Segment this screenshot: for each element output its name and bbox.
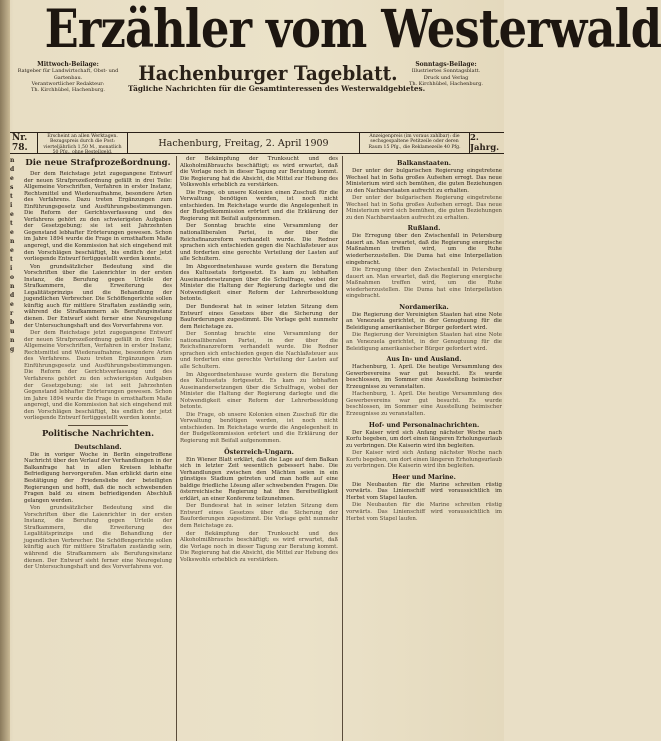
editor-label: Verantwortlicher Redakteur: — [31, 80, 105, 87]
article-paragraph: Der Sonntag brachte eine Versammlung der nationalliberalen Partei, in der über die Reichsfinanzreform verhandelt wurde. Die Redner sprachen sich entschieden gegen die Nachlaßsteuer aus und forderten eine gerechte Verteilung der Lasten auf alle Schultern. — [180, 331, 338, 370]
section-headline: Politische Nachrichten. — [41, 428, 155, 439]
article-paragraph: der Bekämpfung der Trunksucht und des Alkoholmißbrauchs beschäftigt; es wird erwartet, daß die Vorlage noch in dieser Tagung zur Beratung kommt. Die Regierung hat die Absicht, die Mittel zur Hebung des Volkswohls erheblich zu verstärken. — [180, 156, 338, 189]
section-subhead: Österreich-Ungarn. — [224, 447, 294, 456]
wednesday-supplement-head: Mittwoch-Beilage: — [37, 61, 99, 68]
article-paragraph: Der Sonntag brachte eine Versammlung der nationalliberalen Partei, in der über die Reichsfinanzreform verhandelt wurde. Die Redner sprachen sich entschieden gegen die Nachlaßsteuer aus und forderten eine gerechte Verteilung der Lasten auf alle Schultern. — [180, 223, 338, 263]
article-paragraph: Im Abgeordnetenhause wurde gestern die Beratung des Kultusetats fortgesetzt. Es kam zu lebhaften Auseinandersetzungen über die Schulfrage, wobei der Minister die Haltung der Regierung darlegte und die Notwendigkeit einer Reform der Lehrerbesoldung betonte. — [180, 263, 338, 303]
article-headline: Die neue Strafprozeßordnung. — [25, 158, 171, 168]
binding-strip — [0, 0, 10, 741]
subheader — [10, 62, 504, 122]
section-subhead: Rußland. — [407, 224, 441, 233]
subheader-center — [128, 61, 426, 94]
article-paragraph: Von grundsätzlicher Bedeutung sind die Vorschriften über die Laienrichter in der ersten Instanz, die Berufung gegen Urteile der Strafkammern, die Erweiterung des Legalitätsprinzips und die Behandlung der jugendlichen Verbrecher. Die Schöffengerichte sollen künftig auch für mittlere Straftaten zuständig sein, während die Strafkammern als Berufungsinstanz dienen. Der Entwurf sieht ferner eine Neuregelung der Untersuchungshaft und des Vorverfahrens vor. — [24, 263, 172, 329]
masthead — [10, 0, 661, 62]
publisher-label: Druck und Verlag — [423, 74, 469, 81]
ad-price-notice: Anzeigenpreis (im voraus zahlbar): die sechsgespaltene Petitzeile oder deren Raum 15 Pfg., die Reklamezeile 40 Pfg. — [360, 133, 470, 153]
section-subhead: Nordamerika. — [399, 302, 449, 311]
article-paragraph: Die Frage, ob unsere Kolonien einen Zuschuß für die Verwaltung benötigen werden, ist noch nicht entschieden. Im Reichstage wurde die Angelegenheit in der Budgetkommission erörtert und die Erklärung der Regierung mit Beifall aufgenommen. — [180, 189, 338, 222]
sunday-supplement-line: Illustriertes Sonntagsblatt. — [411, 68, 481, 75]
article-paragraph: Die Neubauten für die Marine schreiten rüstig vorwärts. Das Linienschiff wird voraussichtlich im Herbst vom Stapel laufen. — [346, 502, 502, 522]
sunday-supplement-head: Sonntags-Beilage: — [415, 61, 477, 68]
volume-year: 2. Jahrg. — [470, 133, 500, 153]
article-paragraph: Der Kaiser wird sich Anfang nächster Woche nach Korfu begeben, um dort einen längeren Erholungsurlaub zu verbringen. Die Kaiserin wird ihn begleiten. — [346, 450, 502, 470]
article-paragraph: Der unter der bulgarischen Regierung eingetretene Wechsel hat in Sofia großes Aufsehen erregt. Das neue Ministerium wird sich bemühen, die guten Beziehungen zu den Nachbarstaaten aufrecht zu erhalten. — [346, 168, 502, 194]
column-1 — [24, 156, 172, 741]
column-2 — [180, 156, 338, 741]
section-subhead: Aus In- und Ausland. — [386, 355, 462, 364]
tagline: Tägliche Nachrichten für die Gesamtinteressen des Westerwaldgebietes. — [128, 84, 426, 93]
article-paragraph: Die Erregung über den Zwischenfall in Petersburg dauert an. Man erwartet, daß die Regierung energische Maßnahmen treffen wird, um die Ruhe wiederherzustellen. Die Duma hat eine Interpellation eingebracht. — [346, 267, 502, 300]
article-paragraph: Die Neubauten für die Marine schreiten rüstig vorwärts. Das Linienschiff wird voraussichtlich im Herbst vom Stapel laufen. — [346, 481, 502, 501]
article-paragraph: Der dem Reichstage jetzt zugegangene Entwurf der neuen Strafprozeßordnung gefällt in drei Teile: Allgemeine Vorschriften, Verfahren in erster Instanz, Rechtsmittel und Wiederaufnahme, besondere Arten des Verfahrens. Dazu treten Ergänzungen zum Einführungsgesetz und Ausführungsbestimmungen. Die Reform der Gerichtsverfassung und des Verfahrens gehört zu den schwierigsten Aufgaben der Gesetzgebung; sie ist seit Jahrzehnten Gegenstand lebhafter Erörterungen gewesen. Schon im Jahre 1894 wurde die Frage in ernsthaftem Maße angeregt, und die Kommission hat sich eingehend mit den Vorschlägen beschäftigt, bis endlich der jetzt vorliegende Entwurf fertiggestellt werden konnte. — [24, 330, 172, 422]
article-paragraph: Der unter der bulgarischen Regierung eingetretene Wechsel hat in Sofia großes Aufsehen erregt. Das neue Ministerium wird sich bemühen, die guten Beziehungen zu den Nachbarstaaten aufrecht zu erhalten. — [346, 195, 502, 221]
article-paragraph: Die Regierung der Vereinigten Staaten hat eine Note an Venezuela gerichtet, in der Genugtuung für die Beleidigung amerikanischer Bürger gefordert wird. — [346, 311, 502, 331]
section-divider — [68, 425, 127, 426]
article-columns — [10, 156, 504, 741]
article-paragraph: Von grundsätzlicher Bedeutung sind die Vorschriften über die Laienrichter in der ersten Instanz, die Berufung gegen Urteile der Strafkammern, die Erweiterung des Legalitätsprinzips und die Behandlung der jugendlichen Verbrecher. Die Schöffengerichte sollen künftig auch für mittlere Straftaten zuständig sein, während die Strafkammern als Berufungsinstanz dienen. Der Entwurf sieht ferner eine Neuregelung der Untersuchungshaft und des Vorverfahrens vor. — [24, 505, 172, 571]
article-paragraph: Im Abgeordnetenhause wurde gestern die Beratung des Kultusetats fortgesetzt. Es kam zu lebhaften Auseinandersetzungen über die Schulfrage, wobei der Minister die Haltung der Regierung darlegte und die Notwendigkeit einer Reform der Lehrerbesoldung betonte. — [180, 371, 338, 411]
article-paragraph: Der dem Reichstage jetzt zugegangene Entwurf der neuen Strafprozeßordnung gefällt in drei Teile: Allgemeine Vorschriften, Verfahren in erster Instanz, Rechtsmittel und Wiederaufnahme, besondere Arten des Verfahrens. Dazu treten Ergänzungen zum Einführungsgesetz und Ausführungsbestimmungen. Die Reform der Gerichtsverfassung und des Verfahrens gehört zu den schwierigsten Aufgaben der Gesetzgebung; sie ist seit Jahrzehnten Gegenstand lebhafter Erörterungen gewesen. Schon im Jahre 1894 wurde die Frage in ernsthaftem Maße angeregt, und die Kommission hat sich eingehend mit den Vorschlägen beschäftigt, bis endlich der jetzt vorliegende Entwurf fertiggestellt werden konnte. — [24, 171, 172, 263]
section-subhead: Deutschland. — [74, 442, 122, 451]
article-paragraph: Hachenburg, 1. April. Die heutige Versammlung des Gewerbevereins war gut besucht. Es wurde beschlossen, im Sommer eine Ausstellung heimischer Erzeugnisse zu veranstalten. — [346, 391, 502, 417]
article-paragraph: Der Kaiser wird sich Anfang nächster Woche nach Korfu begeben, um dort einen längeren Erholungsurlaub zu verbringen. Die Kaiserin wird ihn begleiten. — [346, 429, 502, 449]
column-rule — [176, 156, 177, 741]
column-rule — [342, 156, 343, 741]
section-subhead: Heer und Marine. — [392, 472, 456, 481]
editor-name: Th. Kirchhübel, Hachenburg. — [31, 87, 105, 94]
left-edge-fragments: n d e s t i e t e n e t i o n d e r b u n g — [10, 157, 15, 353]
issue-info-bar — [10, 132, 504, 154]
tageblatt-title: Hachenburger Tageblatt. — [138, 61, 398, 85]
subheader-left — [12, 62, 124, 93]
section-subhead: Balkanstaaten. — [397, 159, 451, 167]
wednesday-supplement-line: Ratgeber für Landwirtschaft, Obst- und Gartenbau. — [17, 68, 119, 81]
article-paragraph: Der Bundesrat hat in seiner letzten Sitzung dem Entwurf eines Gesetzes über die Sicherung der Bauforderungen zugestimmt. Die Vorlage geht nunmehr dem Reichstage zu. — [180, 304, 338, 330]
article-paragraph: Die Regierung der Vereinigten Staaten hat eine Note an Venezuela gerichtet, in der Genugtuung für die Beleidigung amerikanischer Bürger gefordert wird. — [346, 332, 502, 352]
column-3 — [346, 156, 502, 741]
article-paragraph: Die in voriger Woche in Berlin eingetroffene Nachricht über den Verlauf der Verhandlungen in der Balkanfrage hat in allen Kreisen lebhafte Befriedigung hervorgerufen. Man erblickt darin eine Bestätigung der Friedensliebe der beteiligten Regierungen und hofft, daß die noch schwebenden Fragen bald zu einem befriedigenden Abschluß gelangen werden. — [24, 451, 172, 504]
subscription-notice: Erscheint an allen Werktagen. Bezugspreis durch die Post: vierteljährlich 1,50 M., monatlich 50 Pfg., ohne Bestellgeld. — [38, 133, 128, 153]
article-paragraph: Ein Wiener Blatt erklärt, daß die Lage auf dem Balkan sich in letzter Zeit wesentlich gebessert habe. Die Verhandlungen zwischen den Mächten seien in ein günstiges Stadium getreten und man hoffe auf eine baldige friedliche Lösung aller schwebenden Fragen. Die österreichische Regierung hat ihre Bereitwilligkeit erklärt, an einer Konferenz teilzunehmen. — [180, 456, 338, 502]
subheader-right — [390, 62, 502, 87]
issue-number: Nr. 78. — [10, 133, 38, 153]
masthead-title: Erzähler vom Westerwald — [44, 0, 661, 60]
article-paragraph: Hachenburg, 1. April. Die heutige Versammlung des Gewerbevereins war gut besucht. Es wurde beschlossen, im Sommer eine Ausstellung heimischer Erzeugnisse zu veranstalten. — [346, 364, 502, 390]
issue-date: Hachenburg, Freitag, 2. April 1909 — [128, 133, 360, 153]
section-subhead: Hof- und Personalnachrichten. — [368, 420, 480, 429]
article-paragraph: der Bekämpfung der Trunksucht und des Alkoholmißbrauchs beschäftigt; es wird erwartet, daß die Vorlage noch in dieser Tagung zur Beratung kommt. Die Regierung hat die Absicht, die Mittel zur Hebung des Volkswohls erheblich zu verstärken. — [180, 530, 338, 563]
article-paragraph: Der Bundesrat hat in seiner letzten Sitzung dem Entwurf eines Gesetzes über die Sicherung der Bauforderungen zugestimmt. Die Vorlage geht nunmehr dem Reichstage zu. — [180, 503, 338, 529]
publisher-name: Th. Kirchhübel, Hachenburg. — [409, 80, 483, 87]
article-paragraph: Die Erregung über den Zwischenfall in Petersburg dauert an. Man erwartet, daß die Regierung energische Maßnahmen treffen wird, um die Ruhe wiederherzustellen. Die Duma hat eine Interpellation eingebracht. — [346, 233, 502, 266]
article-paragraph: Die Frage, ob unsere Kolonien einen Zuschuß für die Verwaltung benötigen werden, ist noch nicht entschieden. Im Reichstage wurde die Angelegenheit in der Budgetkommission erörtert und die Erklärung der Regierung mit Beifall aufgenommen. — [180, 411, 338, 444]
